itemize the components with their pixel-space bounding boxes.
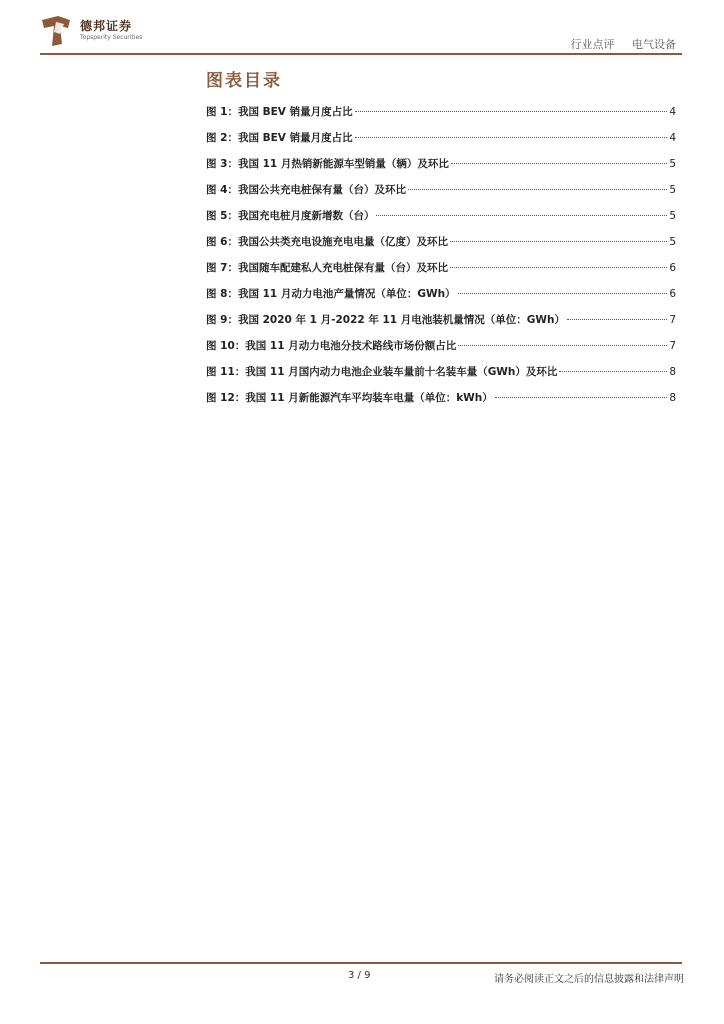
report-type: 行业点评 <box>570 38 615 51</box>
toc-entry-label[interactable]: 图 6：我国公共类充电设施充电电量（亿度）及环比 <box>206 236 448 248</box>
toc-entry-label[interactable]: 图 7：我国随车配建私人充电桩保有量（台）及环比 <box>206 262 448 274</box>
toc-entry-label[interactable]: 图 3：我国 11 月热销新能源车型销量（辆）及环比 <box>206 158 449 170</box>
dot-leader <box>450 267 667 268</box>
toc-entry-label[interactable]: 图 9：我国 2020 年 1 月-2022 年 11 月电池装机量情况（单位：GWh） <box>206 314 565 326</box>
toc-entry[interactable] <box>206 104 676 130</box>
legal-disclaimer: 请务必阅读正文之后的信息披露和法律声明 <box>494 974 684 985</box>
toc-entry[interactable] <box>206 390 676 416</box>
toc-entry[interactable] <box>206 156 676 182</box>
toc-entry-label[interactable]: 图 1：我国 BEV 销量月度占比 <box>206 106 353 118</box>
toc-entry-page[interactable]: 7 <box>669 314 676 326</box>
dot-leader <box>458 293 668 294</box>
brand-logo-icon <box>40 14 74 48</box>
dot-leader <box>559 371 667 372</box>
brand-english-name: Topsperity Securities <box>80 34 143 41</box>
dot-leader <box>355 111 668 112</box>
toc-entry[interactable] <box>206 364 676 390</box>
toc-entry[interactable] <box>206 312 676 338</box>
dot-leader <box>495 397 668 398</box>
toc-entry[interactable] <box>206 182 676 208</box>
toc-entry-page[interactable]: 5 <box>669 184 676 196</box>
toc-entry-label[interactable]: 图 12：我国 11 月新能源汽车平均装车电量（单位：kWh） <box>206 392 493 404</box>
dot-leader <box>451 163 667 164</box>
toc-entry-page[interactable]: 4 <box>669 132 676 144</box>
toc-entry-page[interactable]: 8 <box>669 392 676 404</box>
toc-entry-label[interactable]: 图 5：我国充电桩月度新增数（台） <box>206 210 375 222</box>
toc-entry[interactable] <box>206 338 676 364</box>
toc-entry-page[interactable]: 4 <box>669 106 676 118</box>
toc-entry[interactable] <box>206 234 676 260</box>
footer-divider <box>40 962 682 964</box>
dot-leader <box>355 137 668 138</box>
toc-entry-label[interactable]: 图 2：我国 BEV 销量月度占比 <box>206 132 353 144</box>
sector-label: 电气设备 <box>632 38 676 51</box>
toc-entry-page[interactable]: 5 <box>669 210 676 222</box>
figure-index <box>206 104 676 416</box>
dot-leader <box>458 345 667 346</box>
toc-entry[interactable] <box>206 208 676 234</box>
toc-entry-page[interactable]: 6 <box>669 262 676 274</box>
page-number: 3 / 9 <box>348 970 371 981</box>
toc-entry-page[interactable]: 6 <box>669 288 676 300</box>
header-divider <box>40 53 682 55</box>
brand-name: 德邦证券 <box>80 19 133 33</box>
toc-entry[interactable] <box>206 286 676 312</box>
toc-entry-label[interactable]: 图 4：我国公共充电桩保有量（台）及环比 <box>206 184 406 196</box>
toc-entry-page[interactable]: 5 <box>669 158 676 170</box>
toc-entry-page[interactable]: 7 <box>669 340 676 352</box>
toc-entry[interactable] <box>206 260 676 286</box>
brand-logo <box>40 14 160 50</box>
dot-leader <box>450 241 667 242</box>
toc-entry-label[interactable]: 图 10：我国 11 月动力电池分技术路线市场份额占比 <box>206 340 457 352</box>
toc-title: 图表目录 <box>206 71 282 91</box>
dot-leader <box>376 215 667 216</box>
dot-leader <box>408 189 667 190</box>
dot-leader <box>567 319 667 320</box>
toc-entry[interactable] <box>206 130 676 156</box>
toc-entry-label[interactable]: 图 8：我国 11 月动力电池产量情况（单位：GWh） <box>206 288 456 300</box>
page-header <box>0 0 724 60</box>
toc-entry-page[interactable]: 5 <box>669 236 676 248</box>
header-category <box>571 36 677 52</box>
toc-entry-page[interactable]: 8 <box>669 366 676 378</box>
toc-entry-label[interactable]: 图 11：我国 11 月国内动力电池企业装车量前十名装车量（GWh）及环比 <box>206 366 558 378</box>
